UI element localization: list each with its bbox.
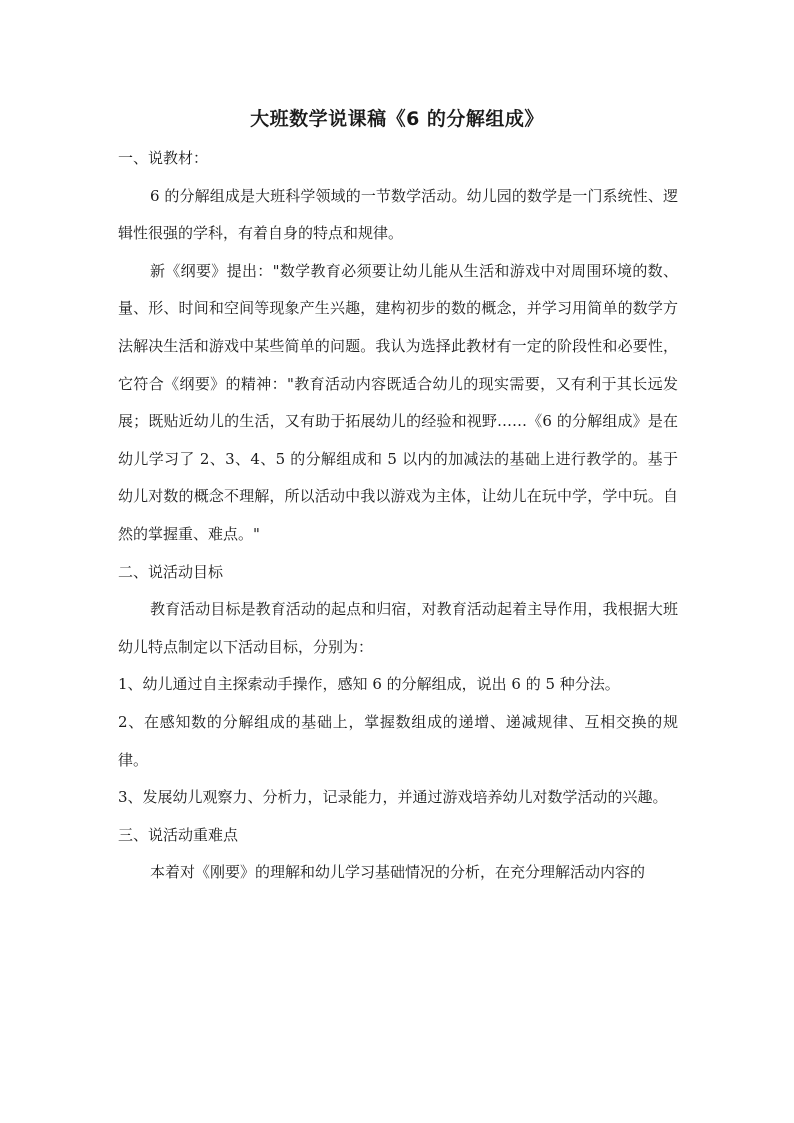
paragraph-textbook-intro: 6 的分解组成是大班科学领域的一节数学活动。幼儿园的数学是一门系统性、逻辑性很强的学科，有着自身的特点和规律。	[118, 186, 678, 243]
document-body	[118, 140, 678, 892]
paragraph-outline-quote: 新《纲要》提出："数学教育必须要让幼儿能从生活和游戏中对周围环境的数、量、形、时间和空间等现象产生兴趣，建构初步的数的概念，并学习用简单的数学方法解决生活和游戏中某些简单的问题。我认为选择此教材有一定的阶段性和必要性，它符合《纲要》的精神："教育活动内容既适合幼儿的现实需要，又有利于其长远发展；既贴近幼儿的生活，又有助于拓展幼儿的经验和视野……《6 的分解组成》是在幼儿学习了 2、3、4、5 的分解组成和 5 以内的加减法的基础上进行教学的。基于幼儿对数的概念不理解，所以活动中我以游戏为主体，让幼儿在玩中学，学中玩。自然的掌握重、难点。"	[118, 261, 678, 543]
section-heading-textbook: 一、说教材：	[118, 149, 209, 167]
objective-item-1: 1、幼儿通过自主探索动手操作，感知 6 的分解组成，说出 6 的 5 种分法。	[118, 675, 620, 694]
section-heading-key-points: 三、说活动重难点	[118, 825, 239, 844]
objective-item-3: 3、发展幼儿观察力、分析力，记录能力，并通过游戏培养幼儿对数学活动的兴趣。	[118, 788, 668, 807]
paragraph-objectives-intro: 教育活动目标是教育活动的起点和归宿，对教育活动起着主导作用，我根据大班幼儿特点制定以下活动目标，分别为：	[118, 600, 678, 656]
paragraph-key-points-intro: 本着对《刚要》的理解和幼儿学习基础情况的分析，在充分理解活动内容的	[150, 863, 646, 882]
section-heading-objectives: 二、说活动目标	[118, 562, 224, 581]
document-title: 大班数学说课稿《6 的分解组成》	[250, 108, 544, 130]
objective-item-2: 2、在感知数的分解组成的基础上，掌握数组成的递增、递减规律、互相交换的规律。	[118, 712, 678, 769]
